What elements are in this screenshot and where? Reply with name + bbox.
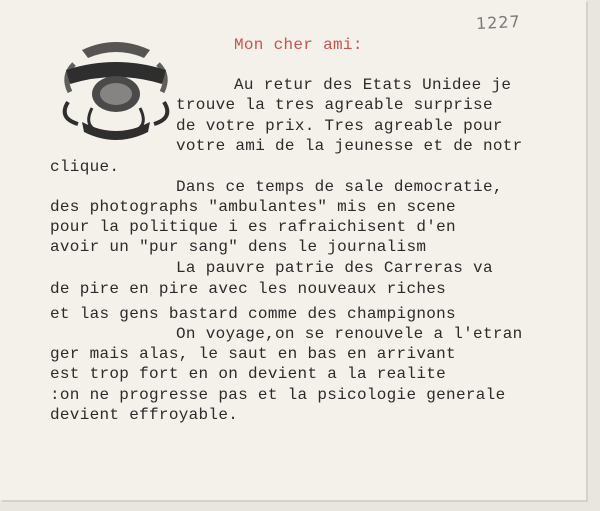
letter-line-12: et las gens bastard comme des champignons <box>50 305 456 323</box>
letter-line-9: avoir un "pur sang" dens le journalism <box>50 238 427 256</box>
letter-line-6: Dans ce temps de sale democratie, <box>176 178 503 196</box>
letter-line-4: votre ami de la jeunesse et de notr <box>176 137 523 155</box>
letter-line-16: :on ne progresse pas et la psicologie generale <box>50 386 506 404</box>
club-seal-logo <box>52 36 180 144</box>
letter-line-14: ger mais alas, le saut en bas en arrivant <box>50 345 456 363</box>
letter-line-1: Au retur des Etats Unidee je <box>234 76 512 94</box>
letter-line-8: pour la politique i es rafraichisent d'en <box>50 218 456 236</box>
archive-number: 1227 <box>475 11 522 34</box>
letter-line-2: trouve la tres agreable surprise <box>176 96 493 114</box>
letter-line-17: devient effroyable. <box>50 406 239 424</box>
letter-line-15: est trop fort en on devient a la realite <box>50 365 447 383</box>
letter-line-7: des photographs "ambulantes" mis en scene <box>50 198 456 216</box>
letter-line-13: On voyage,on se renouvele a l'etran <box>176 325 523 343</box>
letter-line-11: de pire en pire avec les nouveaux riches <box>50 280 447 298</box>
letter-greeting: Mon cher ami: <box>234 36 363 54</box>
club-seal-icon <box>52 36 180 144</box>
letter-line-5: clique. <box>50 158 120 176</box>
letter-line-10: La pauvre patrie des Carreras va <box>176 259 493 277</box>
letter-line-3: de votre prix. Tres agreable pour <box>176 117 503 135</box>
